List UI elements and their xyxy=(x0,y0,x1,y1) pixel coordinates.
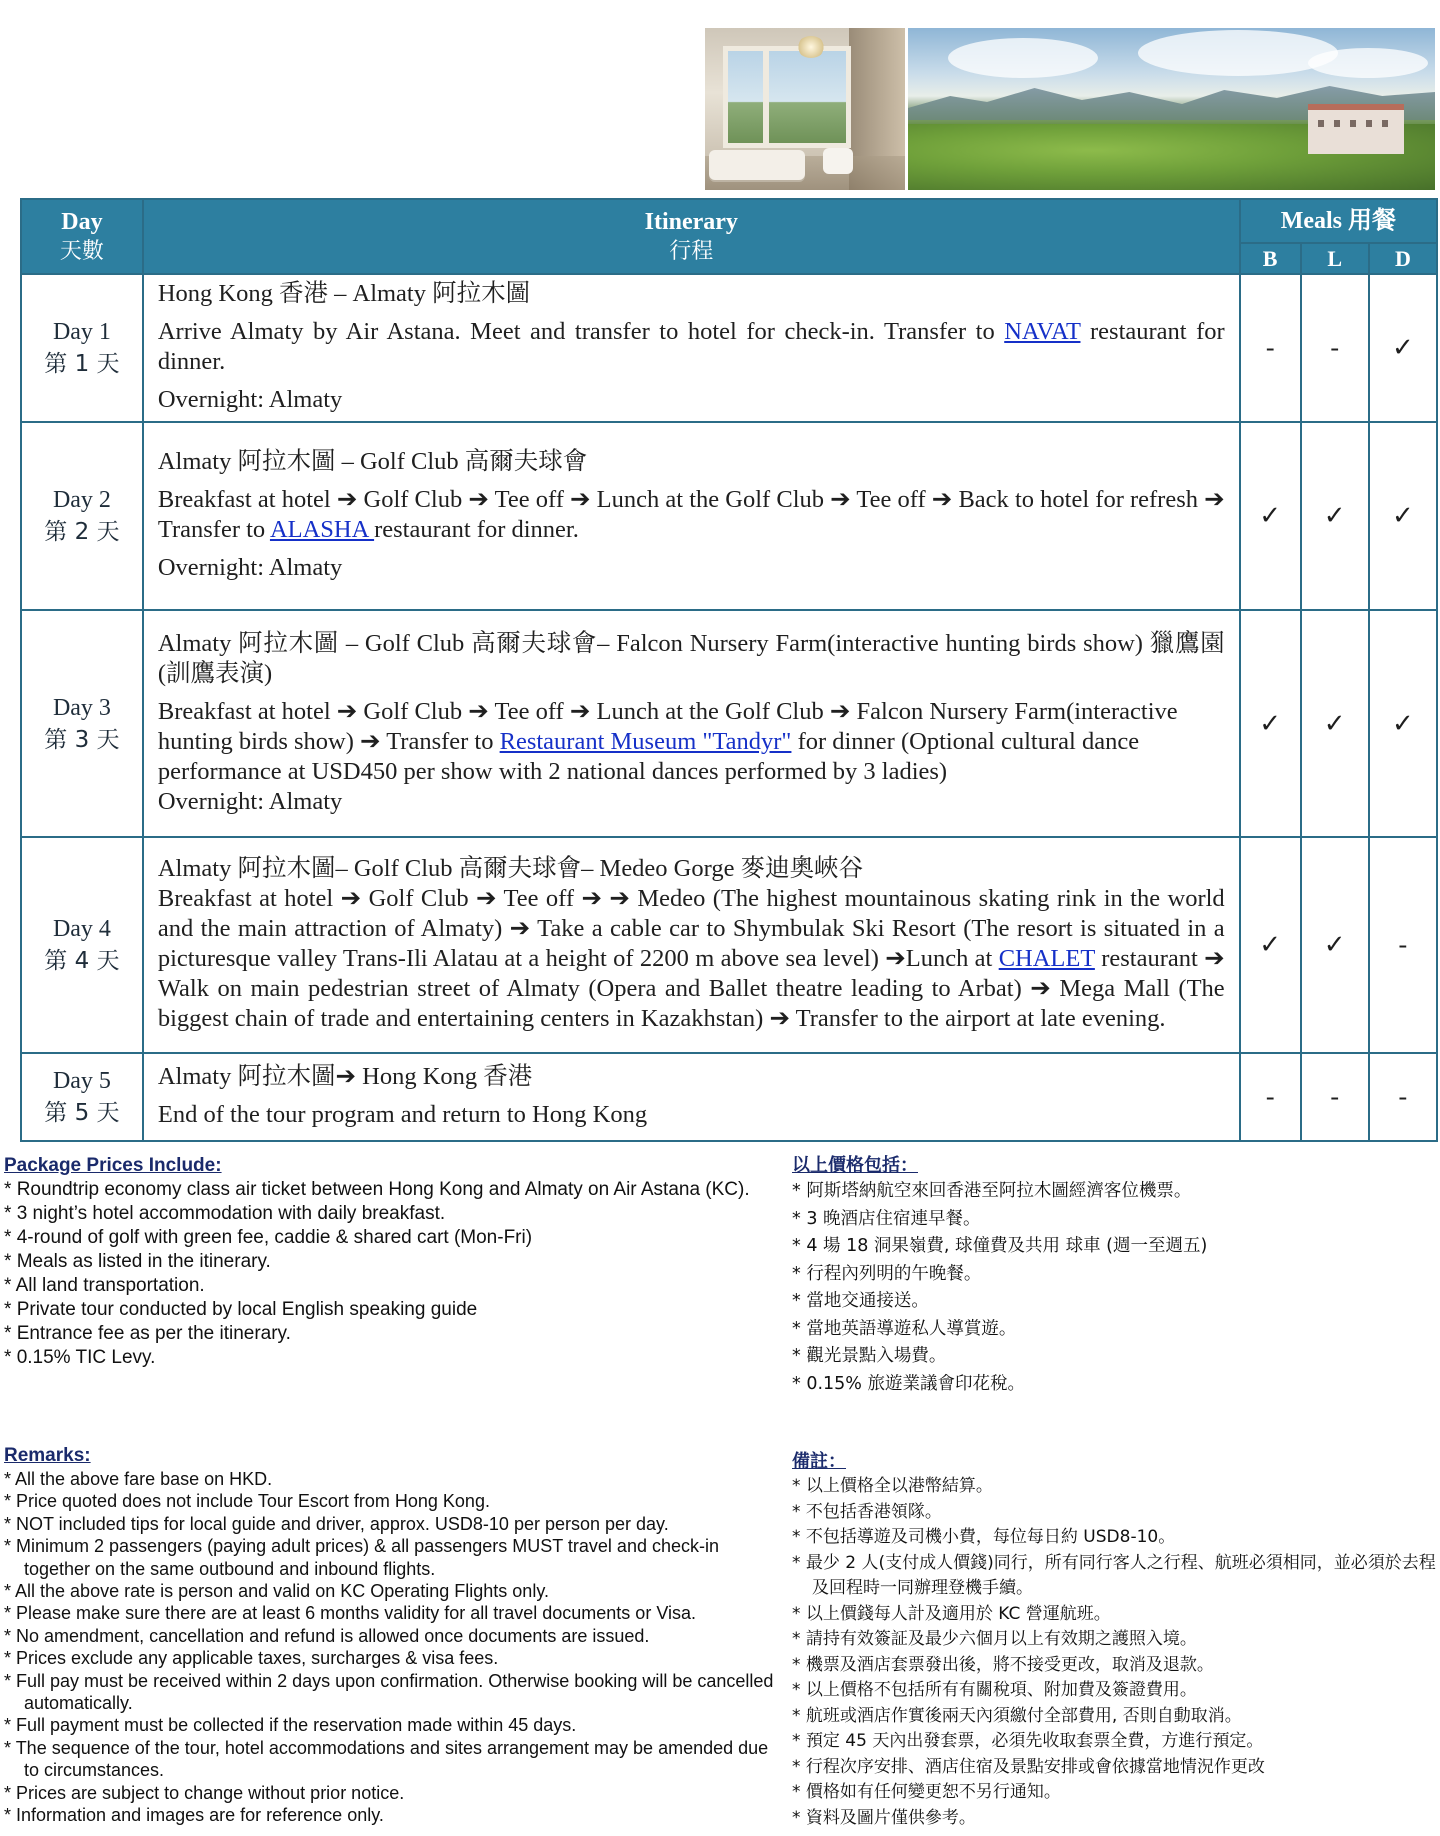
header-day-label: Day xyxy=(61,208,103,235)
restaurant-link-navat[interactable]: NAVAT xyxy=(1004,318,1081,345)
header-itinerary-label: Itinerary xyxy=(644,208,738,235)
list-item: * All the above fare base on HKD. xyxy=(4,1468,774,1490)
header-meal-dinner: D xyxy=(1369,243,1437,274)
header-meal-lunch: L xyxy=(1301,243,1369,274)
list-item: * 3 night’s hotel accommodation with daily breakfast. xyxy=(4,1202,764,1226)
itinerary-cell xyxy=(143,1053,1240,1141)
day-label-zh: 第 4 天 xyxy=(44,948,120,974)
list-item: * 不包括香港領隊。 xyxy=(792,1500,1436,1526)
day-cell xyxy=(21,422,143,610)
section-title: 備註： xyxy=(792,1451,846,1472)
day-description: End of the tour program and return to Hong Kong xyxy=(157,1101,648,1128)
itinerary-table xyxy=(20,198,1438,1142)
list-item: * 機票及酒店套票發出後，將不接受更改，取消及退款。 xyxy=(792,1653,1436,1679)
meal-breakfast: - xyxy=(1240,1053,1301,1141)
includes-list xyxy=(4,1178,764,1370)
package-includes-en xyxy=(4,1154,764,1370)
list-item: * 4 場 18 洞果嶺費, 球僮費及共用 球車 (週一至週五) xyxy=(792,1233,1432,1261)
remarks-list xyxy=(4,1468,774,1827)
meal-breakfast: ✓ xyxy=(1240,610,1301,837)
meal-breakfast: - xyxy=(1240,274,1301,422)
meal-breakfast: ✓ xyxy=(1240,837,1301,1053)
day-label-zh: 第 1 天 xyxy=(44,351,120,377)
list-item: * Prices exclude any applicable taxes, surcharges & visa fees. xyxy=(4,1647,774,1669)
remarks-en xyxy=(4,1444,774,1827)
list-item: * All land transportation. xyxy=(4,1274,764,1298)
header-day-label-zh: 天數 xyxy=(59,238,104,264)
list-item: * Entrance fee as per the itinerary. xyxy=(4,1322,764,1346)
list-item: * 價格如有任何變更恕不另行通知。 xyxy=(792,1780,1436,1806)
route-title: Almaty 阿拉木圖 – Golf Club 高爾夫球會 xyxy=(157,448,588,475)
day-row xyxy=(21,837,1437,1053)
day-row xyxy=(21,274,1437,422)
day-description xyxy=(158,485,1225,545)
meal-lunch: - xyxy=(1301,1053,1369,1141)
header-meal-breakfast: B xyxy=(1240,243,1301,274)
list-item: * 不包括導遊及司機小費，每位每日約 USD8-10。 xyxy=(792,1525,1436,1551)
list-item: * Please make sure there are at least 6 months validity for all travel documents or Visa. xyxy=(4,1602,774,1624)
list-item: * 0.15% 旅遊業議會印花稅。 xyxy=(792,1371,1432,1399)
list-item: * The sequence of the tour, hotel accommodations and sites arrangement may be amended due to circumstances. xyxy=(4,1737,774,1782)
list-item: * Private tour conducted by local English speaking guide xyxy=(4,1298,764,1322)
route-title: Almaty 阿拉木圖➔ Hong Kong 香港 xyxy=(157,1063,533,1090)
description-text: Breakfast at hotel ➔ Golf Club ➔ Tee off ➔ ➔ Medeo (The highest mountainous skating rink in the world and the main attraction of Almaty) ➔ Take a cable car to Shymbulak Ski Resort (The resort is situated in a picturesque valley Trans-Ili Alatau at a height of 2200 m above sea level) ➔Lunch at xyxy=(157,885,1225,972)
list-item: * 請持有效簽証及最少六個月以上有效期之護照入境。 xyxy=(792,1627,1436,1653)
restaurant-link-chalet[interactable]: CHALET xyxy=(998,945,1095,972)
day-label: Day 5 xyxy=(52,1068,111,1094)
day-label: Day 2 xyxy=(52,487,111,513)
list-item: * No amendment, cancellation and refund is allowed once documents are issued. xyxy=(4,1625,774,1647)
photo-window-mullion xyxy=(763,46,769,148)
meal-lunch: ✓ xyxy=(1301,610,1369,837)
day-label-zh: 第 3 天 xyxy=(44,726,120,753)
list-item: * 阿斯塔納航空來回香港至阿拉木圖經濟客位機票。 xyxy=(792,1178,1432,1206)
list-item: * All the above rate is person and valid on KC Operating Flights only. xyxy=(4,1580,774,1602)
day-row xyxy=(21,1053,1437,1141)
list-item: * Meals as listed in the itinerary. xyxy=(4,1250,764,1274)
list-item: * 當地英語導遊私人導賞遊。 xyxy=(792,1316,1432,1344)
photo-window xyxy=(723,46,851,148)
list-item: * NOT included tips for local guide and driver, approx. USD8-10 per person per day. xyxy=(4,1513,774,1535)
photo-chandelier xyxy=(797,36,825,58)
section-title: Package Prices Include: xyxy=(4,1155,222,1176)
photo-chair xyxy=(823,148,853,174)
description-text: restaurant ➔ Walk on main pedestrian street of Almaty (Opera and Ballet theatre leading to Arbat) ➔ Mega Mall (The biggest chain of trade and entertaining centers in Kazakhstan) ➔ Transfer to the airport at late evening. xyxy=(157,945,1225,1032)
overnight-text: Overnight: Almaty xyxy=(157,787,343,815)
list-item: * 3 晚酒店住宿連早餐。 xyxy=(792,1206,1432,1234)
header-meals: Meals 用餐 xyxy=(1240,199,1437,243)
remarks-list xyxy=(792,1474,1436,1831)
header-itinerary xyxy=(143,199,1240,274)
photo-cloud xyxy=(1308,48,1428,78)
list-item: * Full pay must be received within 2 days upon confirmation. Otherwise booking will be cancelled automatically. xyxy=(4,1670,774,1715)
list-item: * Minimum 2 passengers (paying adult prices) & all passengers MUST travel and check-in together on the same outbound and inbound flights. xyxy=(4,1535,774,1580)
includes-list xyxy=(792,1178,1432,1398)
golf-course-photo xyxy=(908,28,1435,190)
description-text: restaurant for dinner. xyxy=(157,318,1225,375)
description-text: Breakfast at hotel ➔ Golf Club ➔ Tee off ➔ Lunch at the Golf Club ➔ Tee off ➔ Back to hotel for refresh ➔ Transfer to xyxy=(157,486,1225,543)
meal-dinner: ✓ xyxy=(1369,274,1437,422)
itinerary-cell xyxy=(143,422,1240,610)
list-item: * Information and images are for reference only. xyxy=(4,1804,774,1826)
route-title: Almaty 阿拉木圖 – Golf Club 高爾夫球會– Falcon Nursery Farm(interactive hunting birds show) 獵鷹園 (訓鷹表演) xyxy=(157,629,1225,687)
description-text: restaurant for dinner. xyxy=(374,516,579,543)
day-label: Day 4 xyxy=(52,916,111,942)
list-item: * 以上價格不包括所有有關稅項、附加費及簽證費用。 xyxy=(792,1678,1436,1704)
hotel-interior-photo xyxy=(705,28,905,190)
package-includes-zh xyxy=(792,1154,1432,1398)
list-item: * Price quoted does not include Tour Escort from Hong Kong. xyxy=(4,1490,774,1512)
route-title: Hong Kong 香港 – Almaty 阿拉木圖 xyxy=(157,280,531,307)
itinerary-cell xyxy=(143,837,1240,1053)
list-item: * Roundtrip economy class air ticket between Hong Kong and Almaty on Air Astana (KC). xyxy=(4,1178,764,1202)
remarks-zh xyxy=(792,1450,1436,1831)
section-title: Remarks: xyxy=(4,1445,91,1466)
meal-dinner: - xyxy=(1369,1053,1437,1141)
list-item: * 資料及圖片僅供參考。 xyxy=(792,1806,1436,1832)
list-item: * 0.15% TIC Levy. xyxy=(4,1346,764,1370)
meal-breakfast: ✓ xyxy=(1240,422,1301,610)
day-label: Day 3 xyxy=(52,694,111,721)
list-item: * 航班或酒店作實後兩天內須繳付全部費用, 否則自動取消。 xyxy=(792,1704,1436,1730)
photo-cloud xyxy=(1138,30,1338,76)
meal-lunch: ✓ xyxy=(1301,422,1369,610)
day-description xyxy=(158,884,1225,1034)
restaurant-link-alasha[interactable]: ALASHA xyxy=(269,516,375,543)
day-label-zh: 第 2 天 xyxy=(44,519,120,545)
overnight-text: Overnight: Almaty xyxy=(157,554,343,581)
header-day xyxy=(21,199,143,274)
day-cell xyxy=(21,1053,143,1141)
overnight-text: Overnight: Almaty xyxy=(157,386,343,413)
day-row xyxy=(21,422,1437,610)
description-text: Breakfast at hotel ➔ Golf Club ➔ Tee off ➔ Lunch at the Golf Club ➔ Falcon Nursery Farm(interactive hunting birds show) ➔ Transfer to xyxy=(157,697,1178,755)
list-item: * 以上價格全以港幣結算。 xyxy=(792,1474,1436,1500)
description-text: Arrive Almaty by Air Astana. Meet and transfer to hotel for check-in. Transfer to xyxy=(157,318,1005,345)
meal-lunch: ✓ xyxy=(1301,837,1369,1053)
itinerary-cell xyxy=(143,274,1240,422)
list-item: * 當地交通接送。 xyxy=(792,1288,1432,1316)
section-title: 以上價格包括： xyxy=(792,1155,918,1176)
list-item: * 4-round of golf with green fee, caddie & shared cart (Mon-Fri) xyxy=(4,1226,764,1250)
list-item: * 行程次序安排、酒店住宿及景點安排或會依據當地情況作更改 xyxy=(792,1755,1436,1781)
day-label: Day 1 xyxy=(52,319,111,345)
day-description xyxy=(158,317,1225,377)
photo-sofa xyxy=(709,150,805,180)
meal-dinner: ✓ xyxy=(1369,422,1437,610)
list-item: * 行程內列明的午晚餐。 xyxy=(792,1261,1432,1289)
list-item: * Full payment must be collected if the reservation made within 45 days. xyxy=(4,1714,774,1736)
meal-lunch: - xyxy=(1301,274,1369,422)
itinerary-cell xyxy=(143,610,1240,837)
header-itinerary-label-zh: 行程 xyxy=(669,238,714,264)
meal-dinner: - xyxy=(1369,837,1437,1053)
meal-dinner: ✓ xyxy=(1369,610,1437,837)
list-item: * 預定 45 天內出發套票，必須先收取套票全費，方進行預定。 xyxy=(792,1729,1436,1755)
day-description xyxy=(158,697,1225,787)
day-row xyxy=(21,610,1437,837)
day-cell xyxy=(21,274,143,422)
restaurant-link-tandyr[interactable]: Restaurant Museum "Tandyr" xyxy=(499,727,792,755)
day-cell xyxy=(21,610,143,837)
day-label-zh: 第 5 天 xyxy=(44,1100,120,1126)
list-item: * 觀光景點入場費。 xyxy=(792,1343,1432,1371)
description-text: for dinner (Optional cultural dance performance at USD450 per show with 2 national dances performed by 3 ladies) xyxy=(157,727,1140,785)
photo-cloud xyxy=(948,38,1098,78)
list-item: * 以上價錢每人計及適用於 KC 營運航班。 xyxy=(792,1602,1436,1628)
route-title: Almaty 阿拉木圖– Golf Club 高爾夫球會– Medeo Gorge 麥迪奧峽谷 xyxy=(157,855,864,882)
photo-clubhouse xyxy=(1308,104,1404,154)
day-cell xyxy=(21,837,143,1053)
list-item: * Prices are subject to change without prior notice. xyxy=(4,1782,774,1804)
list-item: * 最少 2 人(支付成人價錢)同行，所有同行客人之行程、航班必須相同，並必須於去程及回程時一同辦理登機手續。 xyxy=(792,1551,1436,1602)
